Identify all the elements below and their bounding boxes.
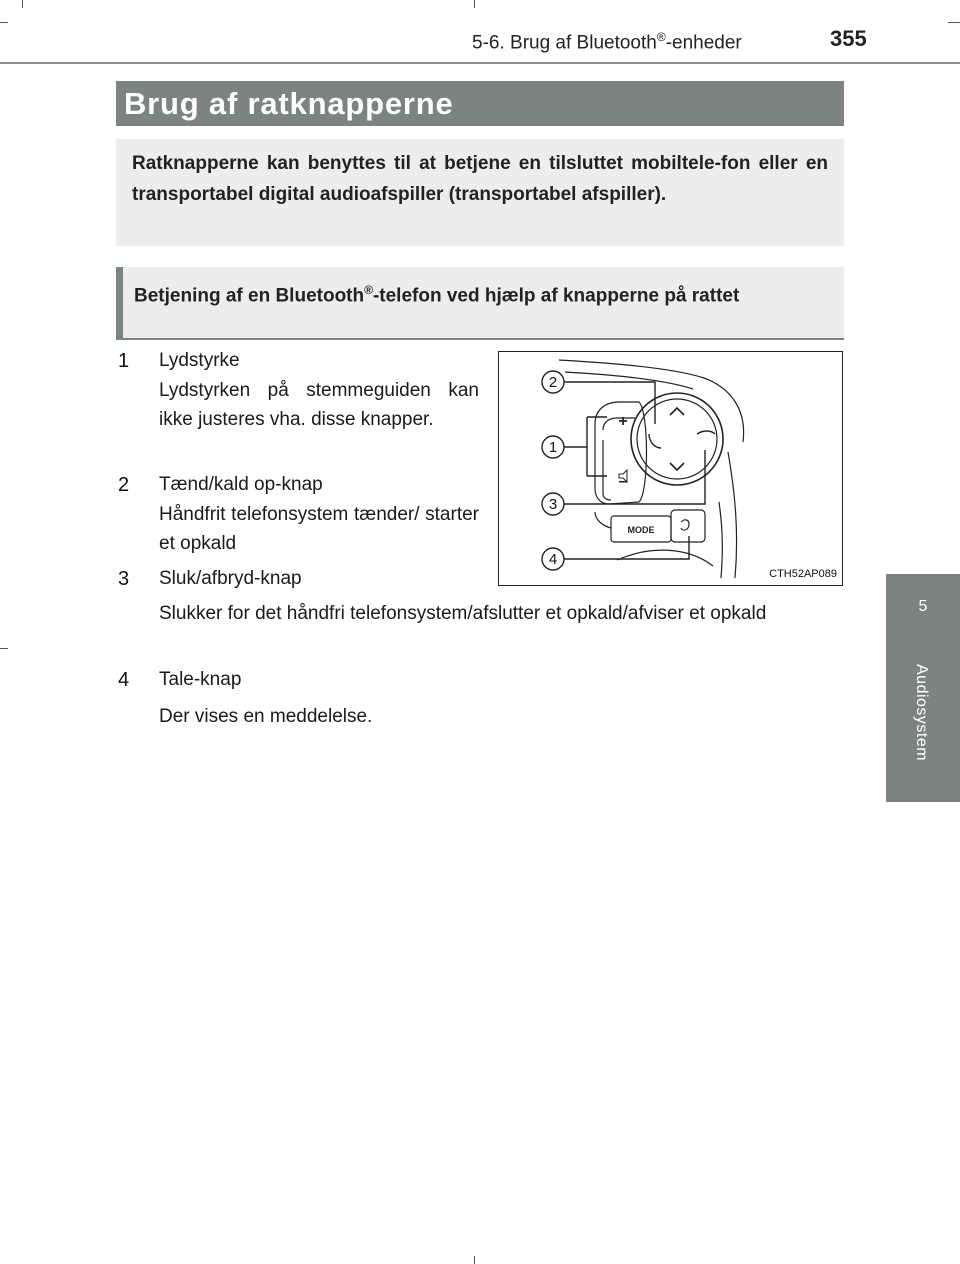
running-header	[472, 30, 742, 54]
item-number-badge: 1	[118, 350, 130, 372]
section-title: Brug af ratknapperne	[116, 81, 844, 126]
crop-mark	[948, 22, 960, 23]
item-title: Sluk/afbryd-knap	[159, 568, 302, 589]
sub-heading-text: Betjening af en Bluetooth	[134, 285, 365, 307]
item-description: Lydstyrken på stemmeguiden kan ikke justeres vha. disse knapper.	[159, 379, 479, 430]
crop-mark	[0, 22, 8, 23]
item-number-badge: 2	[118, 474, 130, 496]
chapter-label: Audiosystem	[913, 664, 930, 762]
chapter-tab	[886, 574, 960, 802]
item-number-badge: 4	[118, 669, 130, 691]
mode-button-label: MODE	[627, 525, 655, 535]
item-title: Tale-knap	[159, 669, 242, 690]
header-section-suffix: -enheder	[665, 32, 742, 54]
item-description: Håndfrit telefonsystem tænder/ starter et opkald	[159, 503, 479, 554]
callout-label: 2	[548, 374, 558, 391]
registered-mark: ®	[656, 30, 666, 44]
registered-mark: ®	[364, 283, 373, 297]
minus-glyph: –	[618, 473, 628, 490]
figure-code: CTH52AP089	[769, 568, 837, 580]
item-title: Tænd/kald op-knap	[159, 474, 323, 495]
sub-heading	[116, 267, 844, 340]
callout-label: 4	[548, 551, 558, 568]
item-description: Der vises en meddelelse.	[159, 706, 373, 727]
steering-switch-figure	[498, 351, 843, 586]
chapter-number: 5	[918, 598, 928, 615]
page-number: 355	[830, 26, 867, 51]
header-section-text: 5-6. Brug af Bluetooth	[472, 32, 657, 54]
intro-text: Ratknapperne kan benyttes til at betjene en tilsluttet mobiltele-fon eller en transportabel digital audioafspiller (transportabel afspiller).	[132, 153, 828, 205]
callout-label: 1	[548, 439, 558, 456]
callout-label: 3	[548, 496, 558, 513]
header-divider	[0, 62, 960, 64]
crop-mark	[0, 648, 8, 649]
plus-glyph: +	[618, 413, 628, 430]
sub-heading-text-2: -telefon ved hjælp af knapperne på rattet	[372, 285, 740, 307]
item-number-badge: 3	[118, 568, 130, 590]
item-description: Slukker for det håndfri telefonsystem/afslutter et opkald/afviser et opkald	[159, 603, 767, 624]
intro-box	[116, 139, 844, 246]
crop-mark	[22, 0, 23, 8]
item-title: Lydstyrke	[159, 350, 240, 371]
crop-mark	[474, 0, 475, 8]
steering-wheel-illustration	[499, 352, 841, 584]
crop-mark	[474, 1256, 475, 1264]
